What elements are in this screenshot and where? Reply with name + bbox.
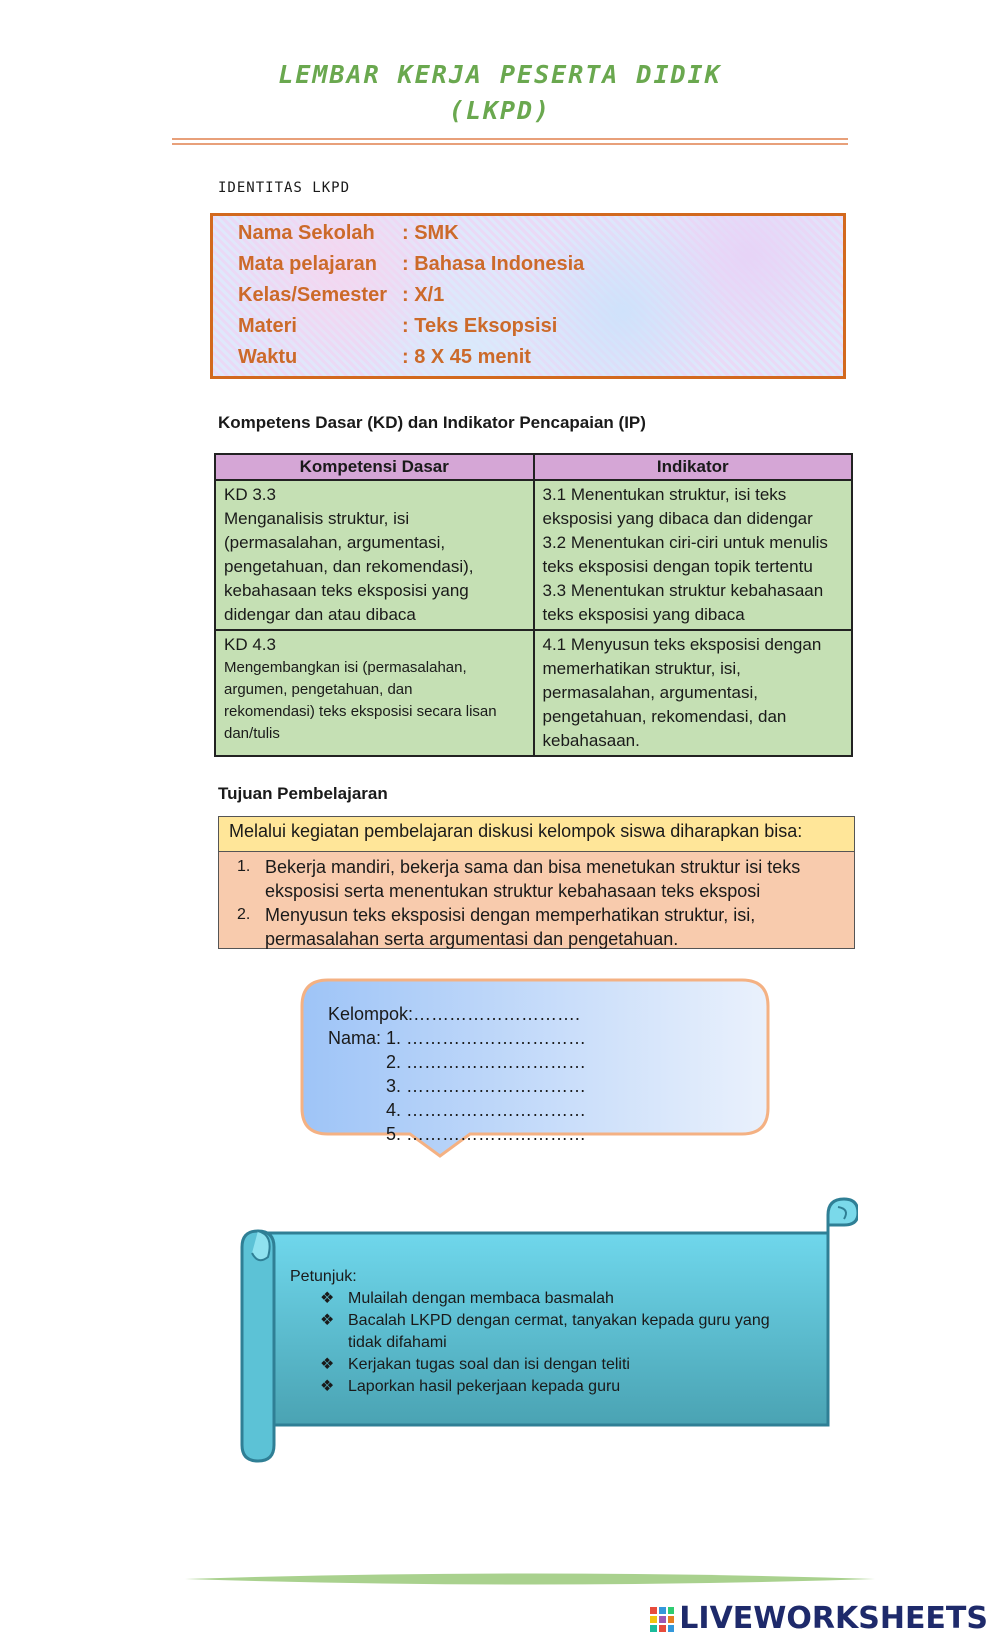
nama-field-4[interactable]: 4. ………………………… <box>386 1100 587 1120</box>
title-divider <box>172 138 848 140</box>
kd-table-header-row <box>215 454 852 480</box>
identitas-key: Materi <box>238 315 297 337</box>
indikator-line: 3.2 Menentukan ciri-ciri untuk menulis <box>542 533 828 552</box>
tujuan-line: eksposisi serta menentukan struktur kebahasaan teks eksposi <box>265 881 761 901</box>
bullet-icon: ❖ <box>320 1378 335 1395</box>
identitas-row <box>238 222 459 245</box>
identitas-box <box>210 213 846 379</box>
identitas-value: : SMK <box>402 222 459 244</box>
identitas-row <box>238 253 584 276</box>
identitas-value: : 8 X 45 menit <box>402 346 531 368</box>
kd-line: didengar dan atau dibaca <box>224 605 416 624</box>
identitas-row <box>238 315 557 338</box>
identitas-row <box>238 284 444 307</box>
bullet-icon: ❖ <box>320 1356 335 1373</box>
liveworksheets-logo-icon <box>649 1605 675 1635</box>
identitas-label: IDENTITAS LKPD <box>218 180 351 196</box>
indikator-line: 4.1 Menyusun teks eksposisi dengan <box>542 635 822 654</box>
nama-field-1[interactable]: 1. ………………………… <box>386 1028 587 1048</box>
petunjuk-line: tidak difahami <box>348 1334 447 1351</box>
list-item <box>229 855 844 903</box>
indikator-line: teks eksposisi dengan topik tertentu <box>542 557 813 576</box>
tujuan-list <box>218 852 855 949</box>
identitas-value: : X/1 <box>402 284 445 306</box>
identitas-key: Mata pelajaran <box>238 253 377 275</box>
identitas-value: : Teks Eksopsisi <box>402 315 558 337</box>
list-item <box>229 903 844 951</box>
kd-line: Mengembangkan isi (permasalahan, <box>224 659 467 676</box>
kd-cell <box>215 480 534 630</box>
nama-field-2[interactable]: 2. ………………………… <box>386 1052 587 1072</box>
tujuan-section-title: Tujuan Pembelajaran <box>218 784 388 803</box>
petunjuk-line: Mulailah dengan membaca basmalah <box>348 1290 614 1307</box>
kd-cell <box>215 630 534 756</box>
tujuan-line: Menyusun teks eksposisi dengan memperhatikan struktur, isi, <box>265 905 756 925</box>
indikator-line: teks eksposisi yang dibaca <box>542 605 745 624</box>
page-title-line2: (LKPD) <box>448 96 552 125</box>
liveworksheets-logo-text: LIVEWORKSHEETS <box>679 1601 988 1636</box>
page-title-line1: LEMBAR KERJA PESERTA DIDIK <box>278 60 722 89</box>
indikator-line: memerhatikan struktur, isi, <box>542 659 741 678</box>
identitas-value: : Bahasa Indonesia <box>402 253 585 275</box>
kd-line: KD 3.3 <box>224 485 276 504</box>
indikator-line: pengetahuan, rekomendasi, dan <box>542 707 787 726</box>
indikator-line: eksposisi yang dibaca dan didengar <box>542 509 813 528</box>
table-row <box>215 480 852 630</box>
kd-line: dan/tulis <box>224 725 280 742</box>
list-item <box>290 1376 810 1398</box>
table-row <box>215 630 852 756</box>
kd-header-indikator: Indikator <box>534 454 853 480</box>
petunjuk-title: Petunjuk: <box>290 1268 357 1285</box>
kd-line: pengetahuan, dan rekomendasi), <box>224 557 474 576</box>
kd-code: KD 4.3 <box>224 635 276 654</box>
kd-section-title: Kompetens Dasar (KD) dan Indikator Pencapaian (IP) <box>218 413 646 432</box>
petunjuk-list <box>290 1288 810 1398</box>
indikator-line: kebahasaan. <box>542 731 640 750</box>
identitas-key: Waktu <box>238 346 298 368</box>
kd-line: (permasalahan, argumentasi, <box>224 533 446 552</box>
indikator-line: 3.3 Menentukan struktur kebahasaan <box>542 581 824 600</box>
identitas-key: Kelas/Semester <box>238 284 387 306</box>
kd-line: kebahasaan teks eksposisi yang <box>224 581 469 600</box>
bullet-icon: ❖ <box>320 1312 335 1329</box>
list-item <box>290 1310 810 1354</box>
title-divider-2 <box>172 143 848 145</box>
petunjuk-line: Laporkan hasil pekerjaan kepada guru <box>348 1378 621 1395</box>
kd-line: argumen, pengetahuan, dan <box>224 681 413 698</box>
list-item <box>290 1288 810 1310</box>
list-number: 2. <box>237 906 251 923</box>
tujuan-line: Bekerja mandiri, bekerja sama dan bisa menetukan struktur isi teks <box>265 857 801 877</box>
petunjuk-line: Kerjakan tugas soal dan isi dengan teliti <box>348 1356 630 1373</box>
indikator-line: permasalahan, argumentasi, <box>542 683 758 702</box>
indikator-cell <box>534 630 853 756</box>
identitas-row <box>238 346 531 369</box>
nama-label: Nama: <box>328 1028 382 1048</box>
tujuan-intro: Melalui kegiatan pembelajaran diskusi kelompok siswa diharapkan bisa: <box>218 816 855 852</box>
indikator-cell <box>534 480 853 630</box>
kd-table <box>214 453 853 757</box>
nama-field-5[interactable]: 5. ………………………… <box>386 1124 587 1144</box>
kd-header-kompetensi: Kompetensi Dasar <box>215 454 534 480</box>
bottom-divider <box>185 1570 875 1588</box>
indikator-line: 3.1 Menentukan struktur, isi teks <box>542 485 787 504</box>
kelompok-field[interactable]: Kelompok:………………………. <box>328 1004 581 1024</box>
tujuan-line: permasalahan serta argumentasi dan pengetahuan. <box>265 929 679 949</box>
nama-field-3[interactable]: 3. ………………………… <box>386 1076 587 1096</box>
kd-line: rekomendasi) teks eksposisi secara lisan <box>224 703 497 720</box>
list-item <box>290 1354 810 1376</box>
bullet-icon: ❖ <box>320 1290 335 1307</box>
kd-line: Menganalisis struktur, isi <box>224 509 410 528</box>
list-number: 1. <box>237 858 251 875</box>
liveworksheets-logo <box>649 1601 988 1636</box>
identitas-key: Nama Sekolah <box>238 222 375 244</box>
petunjuk-line: Bacalah LKPD dengan cermat, tanyakan kepada guru yang <box>348 1312 770 1329</box>
